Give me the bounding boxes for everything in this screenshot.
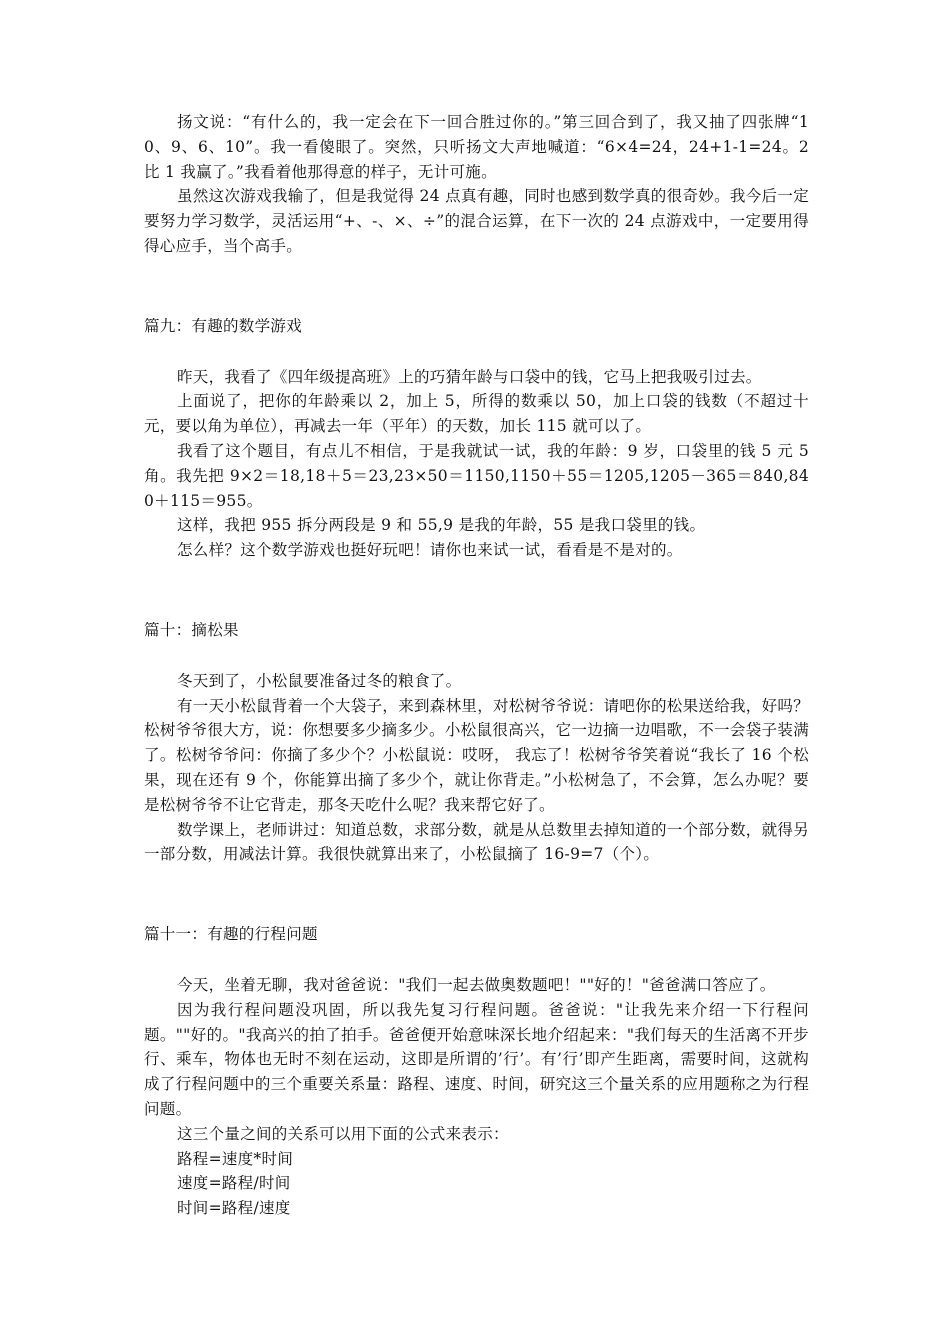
body-paragraph: 今天，坐着无聊，我对爸爸说："我们一起去做奥数题吧！""好的！"爸爸满口答应了。 xyxy=(177,975,776,994)
body-paragraph: 上面说了，把你的年龄乘以 2，加上 5，所得的数乘以 50，加上口袋的钱数（不超过十元，要以角为单位），再减去一年（平年）的天数，加长 115 就可以了。 xyxy=(144,392,809,436)
body-paragraph: 有一天小松鼠背着一个大袋子，来到森林里，对松树爷爷说：请吧你的松果送给我，好吗？松树爷爷很大方，说：你想要多少摘多少。小松鼠很高兴，它一边摘一边唱歌，不一会袋子装满了。松树爷爷问：你摘了多少个？小松鼠说：哎呀， 我忘了！松树爷爷笑着说“我长了 16 个松果，现在还有 9 个，你能算出摘了多少个，就让你背走。”小松树急了，不会算，怎么办呢？要是松树爷爷不让它背走，那冬天吃什么呢？我来帮它好了。 xyxy=(144,696,810,814)
body-paragraph: 扬文说：“有什么的，我一定会在下一回合胜过你的。”第三回合到了，我又抽了四张牌“10、9、6、10”。我一看傻眼了。突然，只听扬文大声地喊道：“6×4=24，24+1-1=24。2 比 1 我赢了。”我看着他那得意的样子，无计可施。 xyxy=(144,113,809,181)
formula-line: 速度=路程/时间 xyxy=(177,1174,291,1193)
body-paragraph: 昨天，我看了《四年级提高班》上的巧猜年龄与口袋中的钱，它马上把我吸引过去。 xyxy=(177,367,762,386)
section-title: 篇十一：有趣的行程问题 xyxy=(144,925,318,944)
section-title: 篇九：有趣的数学游戏 xyxy=(144,316,303,335)
body-paragraph: 这样，我把 955 拆分两段是 9 和 55,9 是我的年龄，55 是我口袋里的钱。 xyxy=(177,516,706,535)
section-title: 篇十：摘松果 xyxy=(144,620,239,639)
body-paragraph: 这三个量之间的关系可以用下面的公式来表示： xyxy=(177,1124,509,1143)
body-paragraph: 虽然这次游戏我输了，但是我觉得 24 点真有趣，同时也感到数学真的很奇妙。我今后一定要努力学习数学，灵活运用“+、-、×、÷”的混合运算，在下一次的 24 点游戏中，一定要用得得心应手，当个高手。 xyxy=(144,187,809,255)
document-page xyxy=(144,110,809,1221)
body-paragraph: 数学课上，老师讲过：知道总数，求部分数，就是从总数里去掉知道的一个部分数，就得另一部分数，用减法计算。我很快就算出来了，小松鼠摘了 16-9=7（个）。 xyxy=(144,820,810,864)
formula-line: 路程=速度*时间 xyxy=(177,1149,294,1168)
body-paragraph: 怎么样？这个数学游戏也挺好玩吧！请你也来试一试，看看是不是对的。 xyxy=(177,541,683,560)
body-paragraph: 因为我行程问题没巩固，所以我先复习行程问题。爸爸说："让我先来介绍一下行程问题。""好的。"我高兴的拍了拍手。爸爸便开始意味深长地介绍起来："我们每天的生活离不开步行、乘车，物体也无时不刻在运动，这即是所谓的’行’。有’行’即产生距离，需要时间，这就构成了行程问题中的三个重要关系量：路程、速度、时间，研究这三个量关系的应用题称之为行程问题。 xyxy=(144,1000,809,1118)
formula-line: 时间=路程/速度 xyxy=(177,1199,291,1218)
body-paragraph: 我看了这个题目，有点儿不相信，于是我就试一试，我的年龄：9 岁，口袋里的钱 5 元 5 角。我先把 9×2＝18,18＋5＝23,23×50＝1150,1150＋55＝1205,1205－365＝840,840＋115＝955。 xyxy=(144,441,809,510)
body-paragraph: 冬天到了，小松鼠要准备过冬的粮食了。 xyxy=(177,671,462,690)
